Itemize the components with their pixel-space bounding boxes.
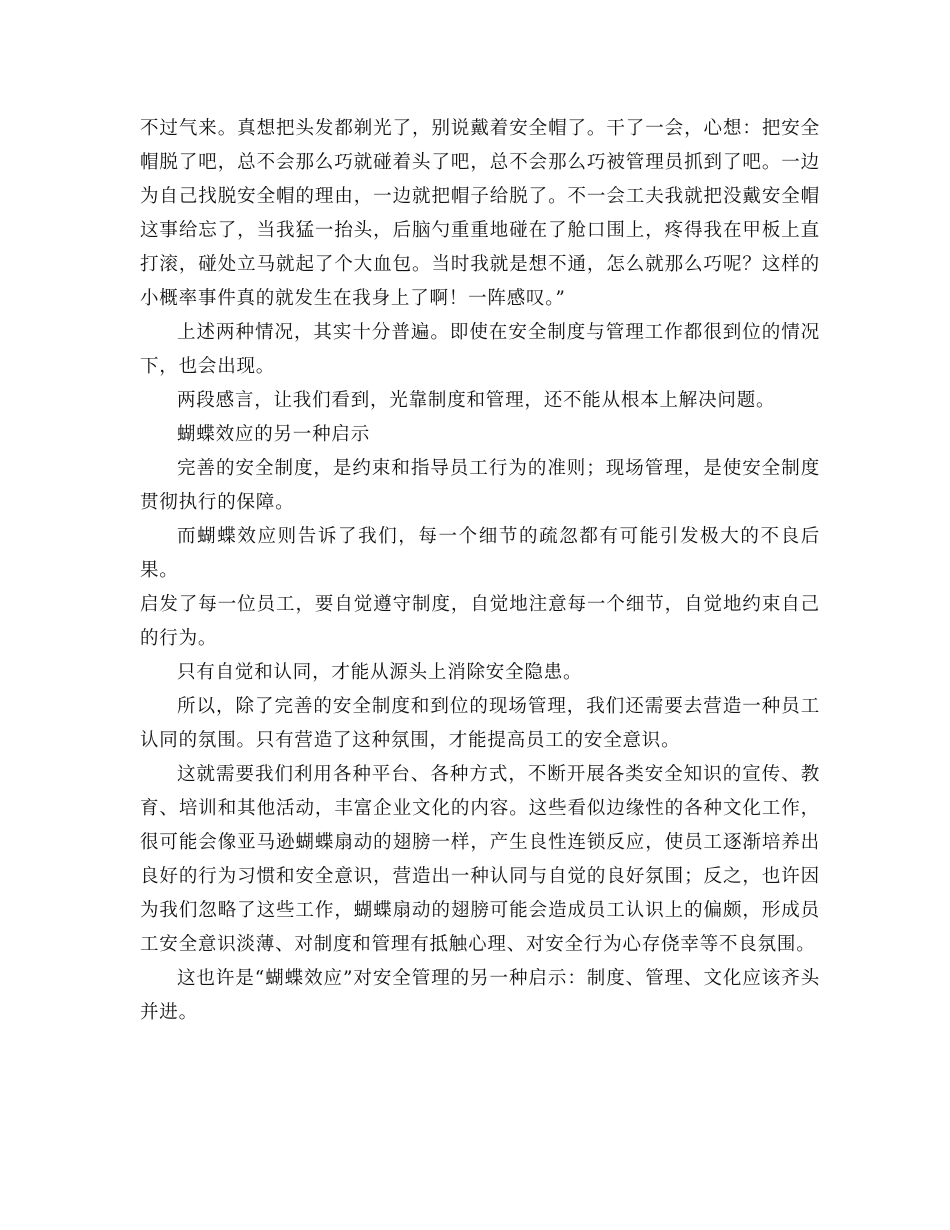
paragraph-self-awareness: 只有自觉和认同，才能从源头上消除安全隐患。	[177, 662, 583, 683]
paragraph-employee-inspiration: 启发了每一位员工，要自觉遵守制度，自觉地注意每一个细节，自觉地约束自己的行为。	[140, 594, 820, 649]
paragraph-safety-system: 完善的安全制度，是约束和指导员工行为的准则；现场管理，是使安全制度贯彻执行的保障。	[140, 458, 820, 513]
paragraph-two-situations: 上述两种情况，其实十分普遍。即使在安全制度与管理工作都很到位的情况下，也会出现。	[140, 322, 820, 377]
section-heading: 蝴蝶效应的另一种启示	[177, 424, 371, 445]
paragraph-conclusion: 这也许是“蝴蝶效应”对安全管理的另一种启示：制度、管理、文化应该齐头并进。	[140, 968, 820, 1023]
paragraph-atmosphere: 所以，除了完善的安全制度和到位的现场管理，我们还需要去营造一种员工认同的氛围。只有营造了这种氛围，才能提高员工的安全意识。	[140, 696, 820, 751]
paragraph-culture-work: 这就需要我们利用各种平台、各种方式，不断开展各类安全知识的宣传、教育、培训和其他活动，丰富企业文化的内容。这些看似边缘性的各种文化工作，很可能会像亚马逊蝴蝶扇动的翅膀一样，产生良性连锁反应，使员工逐渐培养出良好的行为习惯和安全意识，营造出一种认同与自觉的良好氛围；反之，也许因为我们忽略了这些工作，蝴蝶扇动的翅膀可能会造成员工认识上的偏颇，形成员工安全意识淡薄、对制度和管理有抵触心理、对安全行为心存侥幸等不良氛围。	[140, 764, 820, 955]
paragraph-butterfly-effect: 而蝴蝶效应则告诉了我们，每一个细节的疏忽都有可能引发极大的不良后果。	[140, 526, 820, 581]
document-body	[140, 112, 820, 1030]
paragraph-story-continuation: 不过气来。真想把头发都剃光了，别说戴着安全帽了。干了一会，心想：把安全帽脱了吧，总不会那么巧就碰着头了吧，总不会那么巧被管理员抓到了吧。一边为自己找脱安全帽的理由，一边就把帽子给脱了。不一会工夫我就把没戴安全帽这事给忘了，当我猛一抬头，后脑勺重重地碰在了舱口围上，疼得我在甲板上直打滚，碰处立马就起了个大血包。当时我就是想不通，怎么就那么巧呢？这样的小概率事件真的就发生在我身上了啊！一阵感叹。”	[140, 118, 820, 309]
paragraph-two-reflections: 两段感言，让我们看到，光靠制度和管理，还不能从根本上解决问题。	[177, 390, 776, 411]
